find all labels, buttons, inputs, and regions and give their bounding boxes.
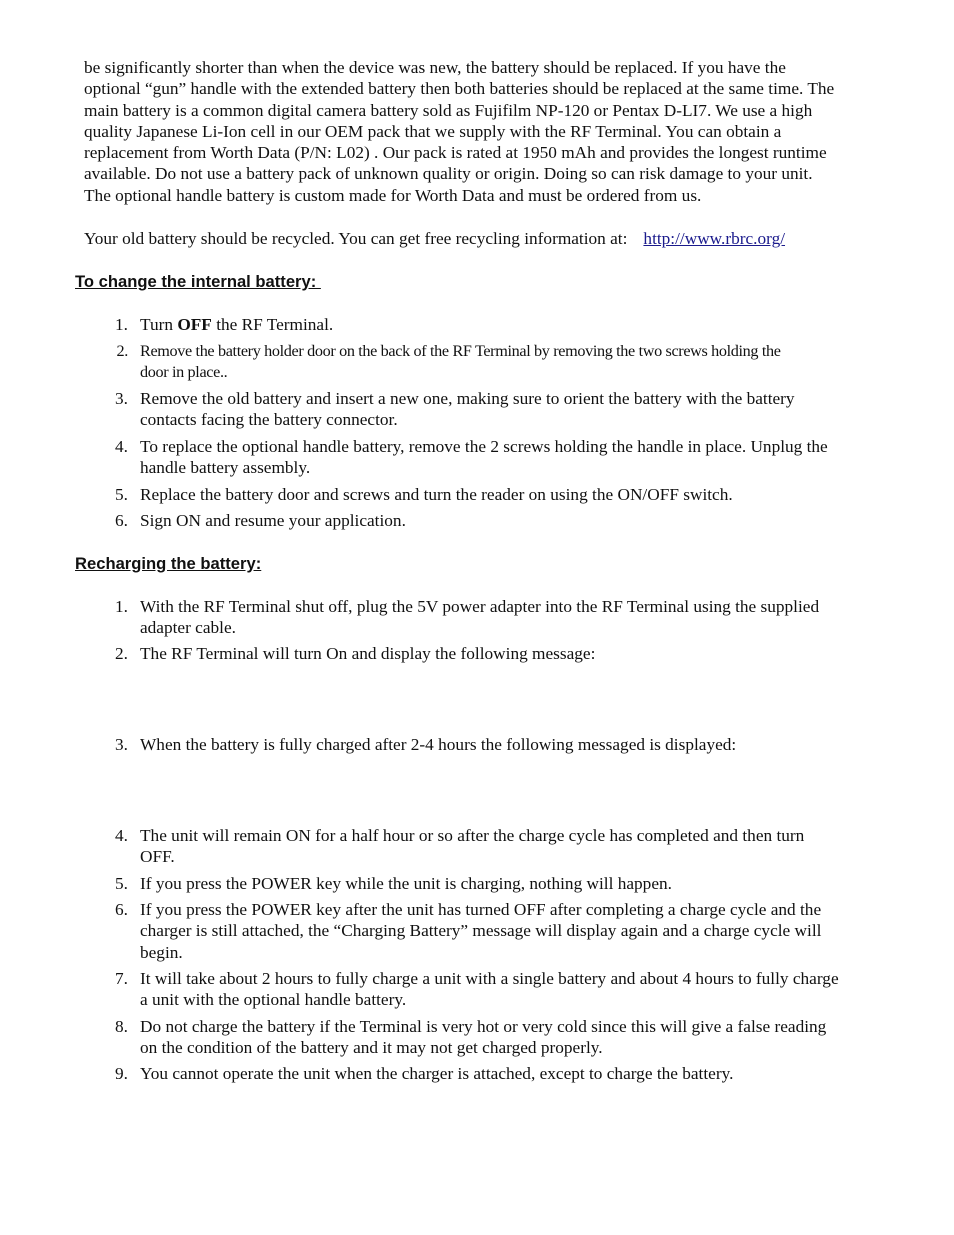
list-line: begin. (140, 942, 183, 962)
list-number: 5. (115, 485, 128, 504)
item-text-post: the RF Terminal. (211, 315, 334, 334)
list-line: door in place.. (140, 363, 228, 382)
list-text (140, 484, 920, 505)
list-number: 5. (115, 874, 128, 893)
list-number: 3. (115, 735, 128, 754)
list-number: 1. (115, 315, 128, 334)
intro-line: replacement from Worth Data (P/N: L02) . Our pack is rated at 1950 mAh and provides the longest runtime (84, 143, 827, 163)
list-line: Replace the battery door and screws and turn the reader on using the ON/OFF switch. (140, 485, 733, 504)
item-text-bold: OFF (177, 315, 212, 334)
list-line: The unit will remain ON for a half hour or so after the charge cycle has completed and then turn (140, 826, 805, 845)
list-text (140, 388, 920, 431)
list-text (140, 314, 920, 335)
intro-line: be significantly shorter than when the device was new, the battery should be replaced. If you have the (84, 58, 786, 77)
list-line: If you press the POWER key after the unit has turned OFF after completing a charge cycle and the (140, 900, 822, 919)
list-line: To replace the optional handle battery, remove the 2 screws holding the handle in place. Unplug the (140, 437, 828, 456)
list-line: charger is still attached, the “Charging Battery” message will display again and a charge cycle will (140, 921, 822, 941)
list-text (140, 1016, 920, 1059)
list-line: a unit with the optional handle battery. (140, 990, 407, 1010)
list-line: If you press the POWER key while the unit is charging, nothing will happen. (140, 874, 672, 893)
list-line: contacts facing the battery connector. (140, 410, 398, 430)
intro-line: available. Do not use a battery pack of unknown quality or origin. Doing so can risk damage to your unit. (84, 164, 813, 184)
list-text (140, 734, 920, 755)
intro-line: quality Japanese Li-Ion cell in our OEM pack that we supply with the RF Terminal. You can obtain a (84, 121, 782, 141)
list-line: Do not charge the battery if the Terminal is very hot or very cold since this will give a false reading (140, 1017, 827, 1036)
intro-line: The optional handle battery is custom made for Worth Data and must be ordered from us. (84, 185, 702, 205)
list-line: Sign ON and resume your application. (140, 511, 406, 530)
list-number: 4. (115, 826, 128, 845)
list-text (140, 899, 920, 963)
list-text (140, 510, 920, 531)
list-text (140, 643, 920, 664)
list-number: 6. (115, 511, 128, 530)
change-battery-heading: To change the internal battery: (75, 272, 321, 291)
list-text (140, 968, 920, 1011)
list-number: 4. (115, 437, 128, 456)
list-number: 7. (115, 969, 128, 988)
rbrc-link[interactable]: http://www.rbrc.org/ (643, 229, 786, 248)
intro-line: optional “gun” handle with the extended battery then both batteries should be replaced at the same time. The (84, 79, 835, 99)
list-line: Remove the battery holder door on the back of the RF Terminal by removing the two screws holding the (140, 342, 781, 360)
list-text (140, 596, 920, 639)
list-line: Remove the old battery and insert a new one, making sure to orient the battery with the battery (140, 389, 795, 408)
recharging-heading: Recharging the battery: (75, 554, 262, 573)
list-line: When the battery is fully charged after 2-4 hours the following messaged is displayed: (140, 735, 737, 754)
list-number: 9. (115, 1064, 128, 1083)
list-line: on the condition of the battery and it may not get charged properly. (140, 1038, 603, 1058)
list-line: With the RF Terminal shut off, plug the 5V power adapter into the RF Terminal using the supplied (140, 597, 820, 616)
list-line: OFF. (140, 847, 175, 867)
list-number: 8. (115, 1017, 128, 1036)
recycle-paragraph (84, 228, 785, 249)
list-number: 2. (116, 342, 128, 360)
list-text (140, 341, 920, 384)
list-text (140, 825, 920, 868)
intro-paragraph (84, 57, 914, 206)
list-number: 6. (115, 900, 128, 919)
recycle-text: Your old battery should be recycled. You can get free recycling information at: (84, 229, 628, 248)
item-text-pre: Turn (140, 315, 178, 334)
list-line: adapter cable. (140, 618, 236, 638)
list-text (140, 436, 920, 479)
list-line: handle battery assembly. (140, 458, 311, 478)
list-line: You cannot operate the unit when the charger is attached, except to charge the battery. (140, 1064, 734, 1083)
list-number: 1. (115, 597, 128, 616)
list-text (140, 873, 920, 894)
list-line: The RF Terminal will turn On and display the following message: (140, 644, 596, 663)
list-number: 3. (115, 389, 128, 408)
list-number: 2. (115, 644, 128, 663)
list-line: It will take about 2 hours to fully charge a unit with a single battery and about 4 hours to fully charge (140, 969, 839, 988)
list-text (140, 1063, 920, 1084)
intro-line: main battery is a common digital camera battery sold as Fujifilm NP-120 or Pentax D-LI7. We use a high (84, 100, 813, 120)
